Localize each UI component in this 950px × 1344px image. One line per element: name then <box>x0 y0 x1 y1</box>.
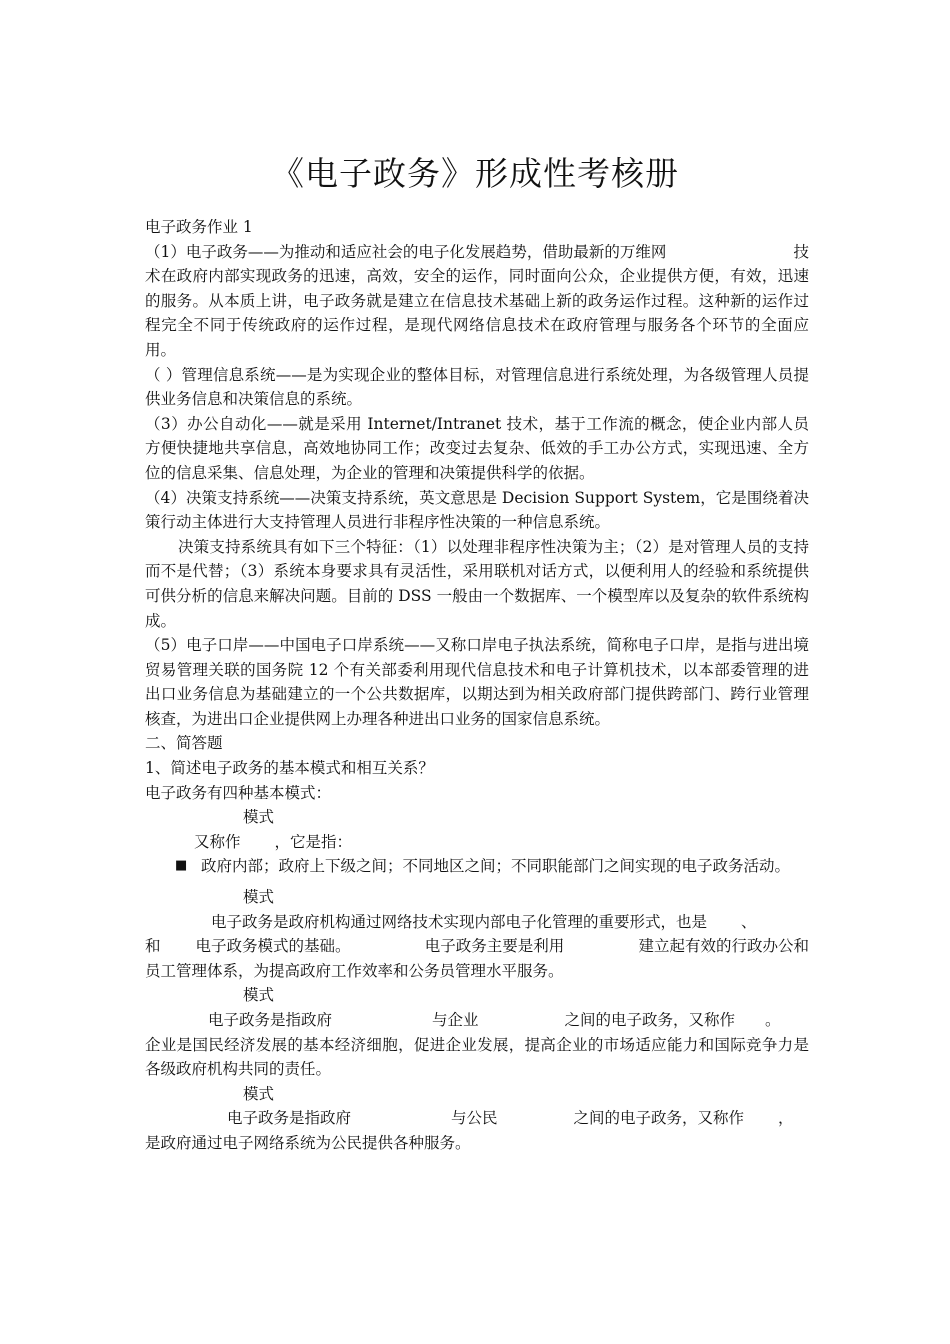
mode-1-alias <box>145 830 809 855</box>
mode-3-text-b: 与企业 <box>432 1011 479 1029</box>
answer-intro: 电子政务有四种基本模式： <box>145 783 332 802</box>
mode-2-text-d: 电子政务模式的基础。 <box>195 937 351 956</box>
mode-4-text-a: 电子政务是指政府 <box>227 1109 352 1128</box>
mode-2-text-e: 电子政务主要是利用 <box>424 937 565 956</box>
paragraph-1-text-b: 技 <box>793 242 809 261</box>
paragraph-2: （ ）管理信息系统——是为实现企业的整体目标，对管理信息进行系统处理，为各级管理人员提供业务信息和决策信息的系统。 <box>145 365 809 409</box>
paragraph-5: 决策支持系统具有如下三个特征：（1）以处理非程序性决策为主；（2）是对管理人员的支持而不是代替；（3）系统本身要求具有灵活性，采用联机对话方式，以便利用人的经验和系统提供可供分析的信息来解决问题。目前的 DSS 一般由一个数据库、一个模型库以及复杂的软件系统构成。 <box>145 537 809 630</box>
question-1: 1、简述电子政务的基本模式和相互关系？ <box>145 759 434 778</box>
mode-1-bullet-text: 政府内部；政府上下级之间；不同地区之间；不同职能部门之间实现的电子政务活动。 <box>201 857 791 876</box>
paragraph-1-rest: 术在政府内部实现政务的迅速，高效，安全的运作，同时面向公众，企业提供方便，有效，迅速的服务。从本质上讲，电子政务就是建立在信息技术基础上新的政务运作过程。这种新的运作过程完全不同于传统政府的运作过程，是现代网络信息技术在政府管理与服务各个环节的全面应用。 <box>145 267 809 359</box>
mode-2-text-f: 建立起有效的行政办公和 <box>638 937 809 956</box>
mode-2-line-3: 员工管理体系，为提高政府工作效率和公务员管理水平服务。 <box>145 961 564 980</box>
assignment-heading: 电子政务作业 1 <box>145 218 253 236</box>
mode-2-line-2-left <box>145 934 351 959</box>
paragraph-3: （3）办公自动化——就是采用 Internet/Intranet 技术，基于工作流的概念，使企业内部人员方便快捷地共享信息，高效地协同工作；改变过去复杂、低效的手工办公方式，实现迅速、全方位的信息采集、信息处理，为企业的管理和决策提供科学的依据。 <box>145 414 809 482</box>
mode-2-line-2 <box>145 934 809 959</box>
bullet-square-icon: ■ <box>175 858 188 874</box>
paragraph-6: （5）电子口岸——中国电子口岸系统——又称口岸电子执法系统，简称电子口岸，是指与进出境贸易管理关联的国务院 12 个有关部委利用现代信息技术和电子计算机技术，以本部委管理的进出口业务信息为基础建立的一个公共数据库，以期达到为相关政府部门提供跨部门、跨行业管理核查，为进出口企业提供网上办理各种进出口业务的国家信息系统。 <box>145 636 809 728</box>
mode-4-text-d: ， <box>778 1109 794 1128</box>
section-heading: 二、简答题 <box>145 734 223 753</box>
paragraph-1-text-a: （1）电子政务——为推动和适应社会的电子化发展趋势，借助最新的万维网 <box>145 242 667 261</box>
paragraph-1-line-1 <box>145 240 809 265</box>
mode-1-bullet <box>145 854 809 879</box>
mode-1-alias-a: 又称作 <box>194 832 241 851</box>
mode-2-text-a: 电子政务是政府机构通过网络技术实现内部电子化管理的重要形式，也是 <box>211 912 708 931</box>
mode-2-line-1 <box>145 910 809 935</box>
mode-3-label: 模式 <box>243 986 275 1005</box>
mode-4-text-c: 之间的电子政务，又称作 <box>573 1109 745 1128</box>
mode-1-alias-b: ，它是指： <box>274 832 353 851</box>
mode-3-line-1 <box>145 1008 809 1033</box>
mode-2-label: 模式 <box>243 888 275 907</box>
mode-4-label: 模式 <box>243 1084 275 1103</box>
mode-3-text-c: 之间的电子政务，又称作 <box>564 1011 736 1029</box>
mode-3-line-2: 企业是国民经济发展的基本经济细胞，促进企业发展，提高企业的市场适应能力和国际竞争力是各级政府机构共同的责任。 <box>145 1035 809 1079</box>
page-title: 《电子政务》形成性考核册 <box>271 154 679 193</box>
mode-3-text-d: 。 <box>765 1011 781 1029</box>
mode-4-text-b: 与公民 <box>451 1109 498 1128</box>
document-body <box>145 215 809 1156</box>
mode-2-text-b: 、 <box>741 912 757 931</box>
mode-4-line-1 <box>145 1106 809 1131</box>
mode-2-text-c: 和 <box>145 937 161 956</box>
mode-3-text-a: 电子政务是指政府 <box>208 1011 333 1029</box>
paragraph-4: （4）决策支持系统——决策支持系统，英文意思是 Decision Support System，它是围绕着决策行动主体进行大支持管理人员进行非程序性决策的一种信息系统。 <box>145 488 809 532</box>
mode-1-label: 模式 <box>243 808 275 827</box>
mode-4-line-2: 是政府通过电子网络系统为公民提供各种服务。 <box>145 1133 471 1152</box>
